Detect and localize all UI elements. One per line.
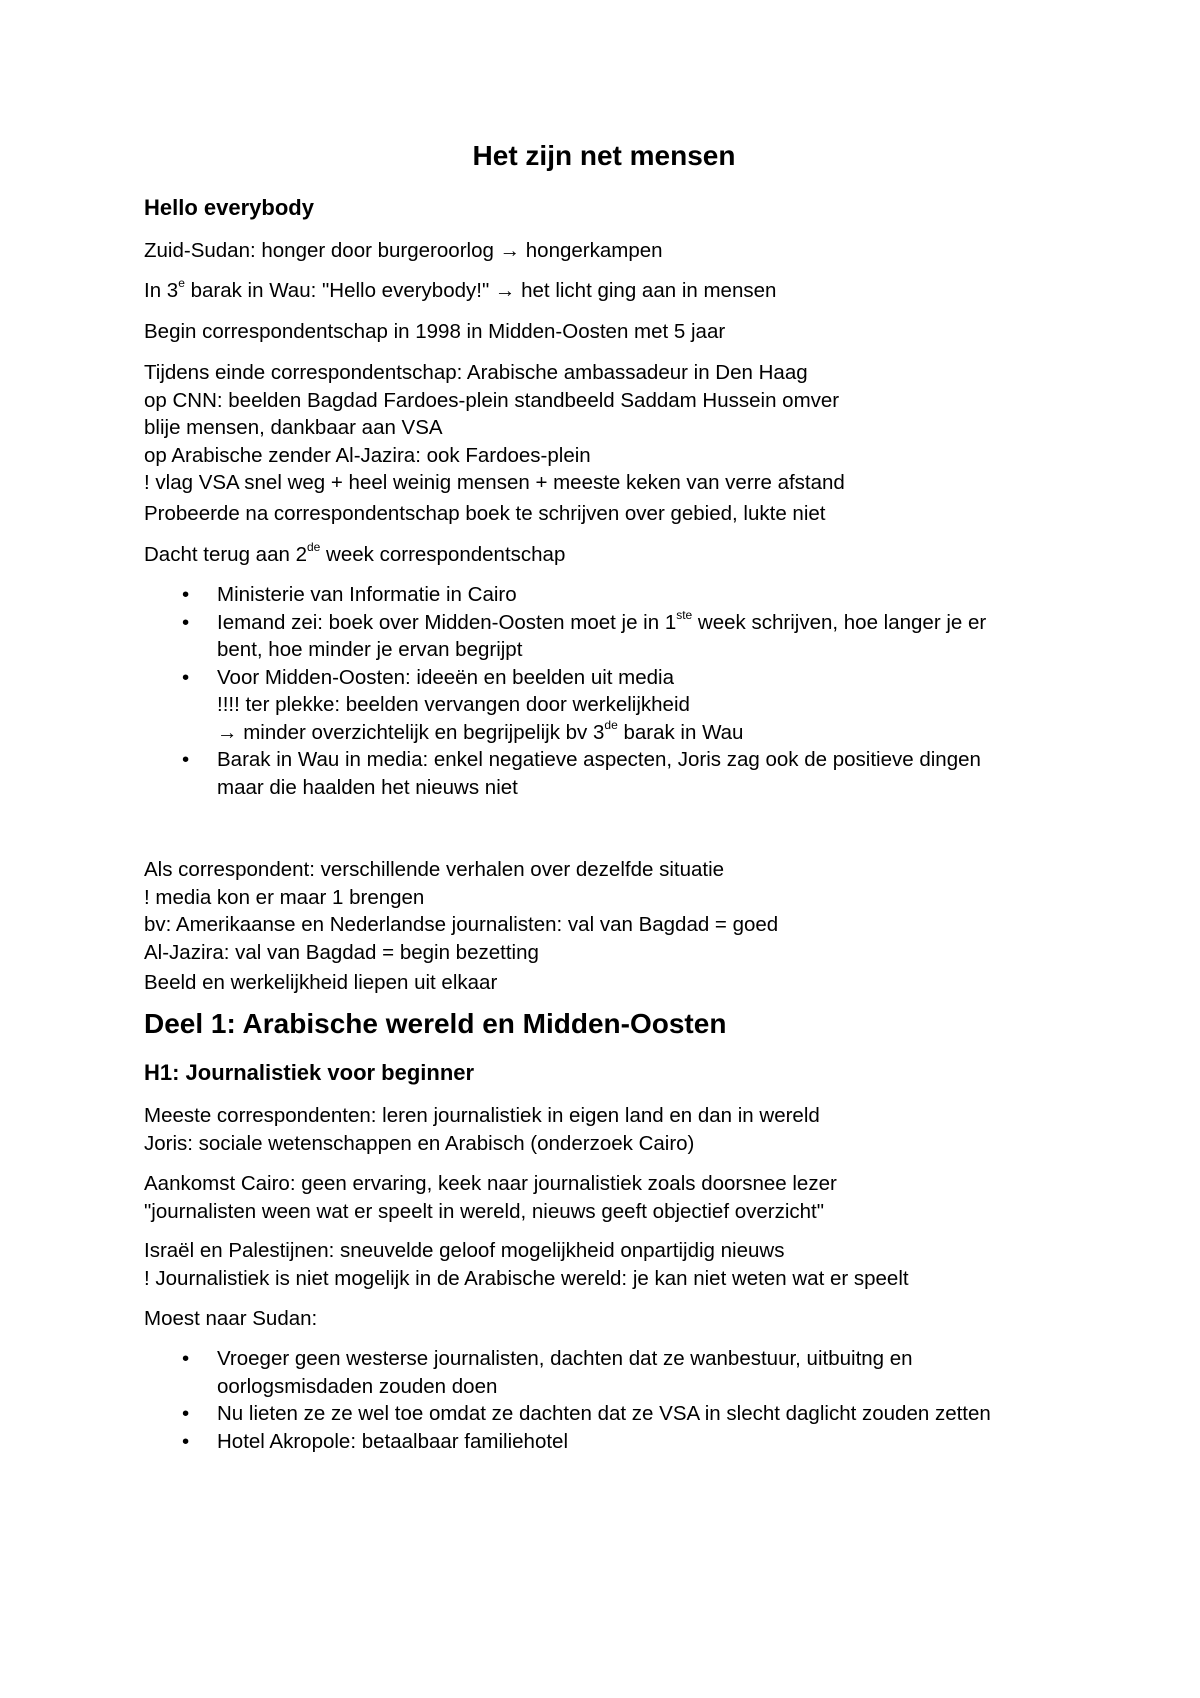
bullet-icon: • — [182, 665, 190, 689]
list-item — [144, 1428, 1097, 1456]
paragraph-moest-naar-sudan: Moest naar Sudan: — [144, 1307, 318, 1330]
text-line: Ministerie van Informatie in Cairo — [217, 583, 517, 606]
text-line: Meeste correspondenten: leren journalistiek in eigen land en dan in wereld — [144, 1104, 820, 1127]
text-line: Tijdens einde correspondentschap: Arabische ambassadeur in Den Haag — [144, 361, 808, 384]
text-line: Vroeger geen westerse journalisten, dachten dat ze wanbestuur, uitbuitng en — [217, 1347, 913, 1370]
text-line: oorlogsmisdaden zouden doen — [217, 1374, 498, 1398]
text-run: week correspondentschap — [320, 543, 566, 566]
text-line: "journalisten ween wat er speelt in wereld, nieuws geeft objectief overzicht" — [144, 1199, 825, 1223]
text-run: → minder overzichtelijk en begrijpelijk bv 3 — [217, 720, 605, 744]
text-line: Voor Midden-Oosten: ideeën en beelden uit media — [217, 665, 675, 689]
paragraph-zuid-sudan: Zuid-Sudan: honger door burgeroorlog → hongerkampen — [144, 239, 663, 262]
text-run: barak in Wau — [617, 720, 744, 744]
list-item — [144, 746, 1097, 801]
text-line: Al-Jazira: val van Bagdad = begin bezetting — [144, 940, 539, 964]
bullet-list-sudan — [144, 1345, 1097, 1455]
list-item — [144, 1400, 1097, 1428]
text-line — [217, 609, 1097, 637]
section-heading-hello-everybody: Hello everybody — [144, 195, 314, 220]
superscript: de — [306, 540, 321, 555]
list-item — [144, 664, 1097, 747]
text-line: blije mensen, dankbaar aan VSA — [144, 416, 443, 439]
chapter-heading-h1: H1: Journalistiek voor beginner — [144, 1060, 475, 1085]
list-item — [144, 1345, 1097, 1400]
text-line: Als correspondent: verschillende verhalen over dezelfde situatie — [144, 858, 725, 881]
text-line: Nu lieten ze ze wel toe omdat ze dachten dat ze VSA in slecht daglicht zouden zetten — [217, 1402, 991, 1425]
text-run: week schrijven, hoe langer je er — [692, 610, 987, 634]
superscript: ste — [676, 607, 693, 622]
text-line: maar die haalden het nieuws niet — [217, 775, 518, 799]
bullet-icon: • — [182, 583, 190, 606]
part-heading-deel-1: Deel 1: Arabische wereld en Midden-Oosten — [144, 1008, 727, 1039]
text-line: !!!! ter plekke: beelden vervangen door werkelijkheid — [217, 693, 690, 716]
text-line: ! media kon er maar 1 brengen — [144, 885, 425, 909]
bullet-list-correspondentschap — [144, 581, 1097, 801]
text-line: Israël en Palestijnen: sneuvelde geloof mogelijkheid onpartijdig nieuws — [144, 1239, 785, 1262]
superscript: e — [178, 276, 185, 291]
text-line: ! Journalistiek is niet mogelijk in de Arabische wereld: je kan niet weten wat er speelt — [144, 1266, 909, 1290]
text-line: Hotel Akropole: betaalbaar familiehotel — [217, 1429, 568, 1453]
text-line: Barak in Wau in media: enkel negatieve aspecten, Joris zag ook de positieve dingen — [217, 748, 981, 771]
text-line: op CNN: beelden Bagdad Fardoes-plein standbeeld Saddam Hussein omver — [144, 388, 840, 412]
list-item — [144, 581, 1097, 609]
text-line: op Arabische zender Al-Jazira: ook Fardoes-plein — [144, 443, 591, 467]
bullet-icon: • — [182, 1429, 190, 1453]
bullet-icon: • — [182, 610, 190, 634]
paragraph-begin-correspondentschap: Begin correspondentschap in 1998 in Midden-Oosten met 5 jaar — [144, 320, 726, 343]
paragraph-barak-wau — [144, 277, 776, 305]
superscript: de — [604, 717, 618, 732]
text-line: ! vlag VSA snel weg + heel weinig mensen + meeste keken van verre afstand — [144, 471, 845, 494]
text-run: Dacht terug aan 2 — [144, 543, 307, 566]
paragraph-meeste-correspondenten — [144, 1102, 820, 1157]
text-line: Joris: sociale wetenschappen en Arabisch (onderzoek Cairo) — [144, 1131, 695, 1155]
text-line: bv: Amerikaanse en Nederlandse journalisten: val van Bagdad = goed — [144, 913, 779, 936]
text-line: Aankomst Cairo: geen ervaring, keek naar journalistiek zoals doorsnee lezer — [144, 1172, 837, 1195]
text-line — [217, 719, 1097, 747]
paragraph-boek-schrijven: Probeerde na correspondentschap boek te schrijven over gebied, lukte niet — [144, 502, 826, 525]
text-line: bent, hoe minder je ervan begrijpt — [217, 638, 523, 661]
paragraph-israel-palestijnen — [144, 1237, 909, 1292]
bullet-icon: • — [182, 1402, 190, 1425]
paragraph-beeld-werkelijkheid: Beeld en werkelijkheid liepen uit elkaar — [144, 971, 498, 994]
text-run: barak in Wau: "Hello everybody!" → het licht ging aan in mensen — [184, 279, 777, 302]
bullet-icon: • — [182, 748, 190, 771]
paragraph-aankomst-cairo — [144, 1170, 837, 1225]
document-title: Het zijn net mensen — [472, 140, 736, 171]
text-run: In 3 — [144, 279, 179, 302]
text-run: Iemand zei: boek over Midden-Oosten moet je in 1 — [217, 610, 677, 634]
paragraph-tweede-week — [144, 541, 565, 569]
list-item — [144, 609, 1097, 664]
bullet-icon: • — [182, 1347, 190, 1370]
paragraph-als-correspondent — [144, 856, 778, 966]
paragraph-einde-correspondentschap — [144, 359, 845, 497]
